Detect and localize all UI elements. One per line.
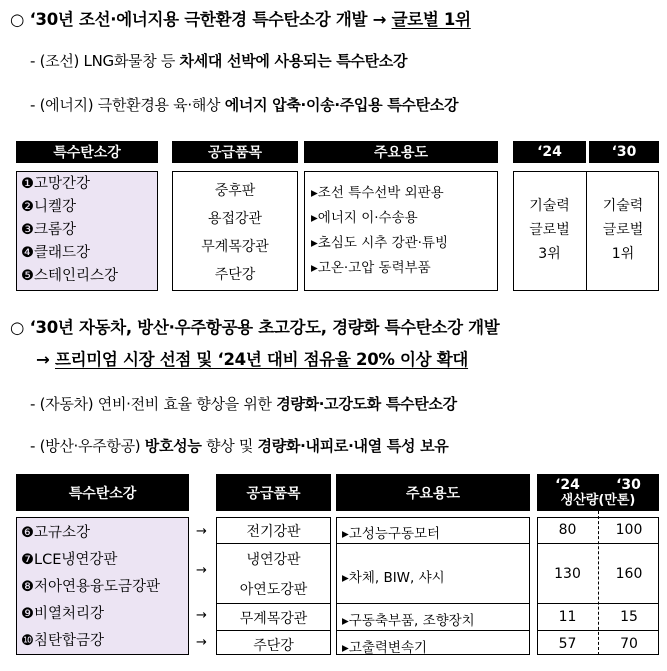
product-cell: 주단강	[253, 638, 294, 654]
t1-rank-2024: 기술력 글로벌 3위	[529, 198, 570, 262]
use-cell: ▸고출력변속기	[342, 640, 428, 656]
section1-heading-highlight: 글로벌 1위	[391, 10, 471, 29]
row-arrow: →	[196, 524, 207, 539]
steel-item: ❽저아연용융도금강판	[21, 579, 161, 595]
product-item: 무계목강관	[201, 239, 269, 255]
section2-heading-highlight: 프리미엄 시장 선점 및 ‘24년 대비 점유율 20% 이상 확대	[54, 350, 469, 369]
section1-heading-prefix: ‘30년 조선·에너지용 극한환경 특수탄소강 개발 →	[29, 10, 392, 29]
value-2030: 15	[620, 609, 638, 625]
use-item: ▸조선 특수선박 외판용	[311, 185, 444, 201]
value-2024: 57	[558, 636, 577, 652]
product-cell: 무계목강관	[239, 611, 308, 627]
row-divider	[537, 603, 659, 604]
t1-header-steel: 특수탄소강	[16, 141, 158, 163]
product-cell: 냉연강판	[246, 552, 301, 568]
product-cell: 전기강판	[246, 524, 301, 540]
steel-item: ❷니켈강	[21, 199, 77, 215]
section2-item-defense: - (방산·우주항공) 방호성능 향상 및 경량화·내피로·내열 특성 보유	[30, 437, 449, 455]
use-cell: ▸구동축부품, 조향장치	[342, 613, 475, 629]
section1-bullet: ○	[10, 10, 25, 29]
row-divider	[336, 630, 530, 631]
steel-item: ❹클래드강	[21, 245, 91, 261]
steel-item: ❼LCE냉연강판	[21, 552, 118, 568]
row-divider	[216, 630, 331, 631]
steel-item: ❺스테인리스강	[21, 268, 119, 284]
steel-item: ❶고망간강	[21, 176, 91, 192]
value-2024: 11	[558, 609, 577, 625]
t2-header-production	[537, 474, 659, 511]
t1-header-2024: ‘24	[513, 141, 586, 163]
row-divider	[537, 543, 659, 544]
steel-item: ❿침탄합금강	[21, 633, 105, 649]
t1-header-2030: ‘30	[589, 141, 659, 163]
t2-header-product: 공급품목	[216, 474, 331, 511]
steel-item: ❾비열처리강	[21, 606, 105, 622]
section2-bullet: ○	[10, 318, 25, 337]
t2-steel-list	[16, 517, 189, 655]
t1-rank-2030: 기술력 글로벌 1위	[602, 198, 644, 262]
use-item: ▸초심도 시추 강관·튜빙	[311, 235, 449, 251]
value-2024: 130	[554, 566, 581, 582]
row-divider	[537, 630, 659, 631]
value-2030: 160	[615, 566, 643, 582]
section1-heading	[10, 6, 471, 30]
t2-header-steel: 특수탄소강	[16, 474, 189, 511]
section2-item-auto: - (자동차) 연비·전비 효율 향상을 위한 경량화·고강도화 특수탄소강	[30, 395, 457, 413]
use-item: ▸에너지 이·수송용	[311, 210, 418, 226]
row-divider	[216, 603, 331, 604]
row-arrow: →	[196, 608, 207, 623]
use-item: ▸고온·고압 동력부품	[311, 260, 431, 276]
row-arrow: →	[196, 635, 207, 650]
t1-header-product: 공급품목	[172, 141, 298, 163]
product-item: 주단강	[214, 267, 256, 283]
section2-heading-line2: → 프리미엄 시장 선점 및 ‘24년 대비 점유율 20% 이상 확대	[36, 350, 469, 369]
t2-header-2024: ‘24	[555, 476, 580, 493]
section1-item-shipbuilding: - (조선) LNG화물창 등 차세대 선박에 사용되는 특수탄소강	[30, 52, 408, 70]
use-cell: ▸고성능구동모터	[342, 526, 441, 542]
row-arrow: →	[196, 563, 207, 578]
t1-steel-list	[16, 171, 158, 291]
steel-item: ❻고규소강	[21, 525, 91, 541]
t2-header-2030: ‘30	[616, 476, 641, 493]
t1-product-list	[172, 171, 298, 291]
section1-item-energy: - (에너지) 극한환경용 육·해상 에너지 압축·이송·주입용 특수탄소강	[30, 96, 459, 114]
t1-header-use: 주요용도	[304, 141, 498, 163]
product-item: 용접강관	[207, 211, 263, 227]
t1-use-list	[304, 171, 498, 291]
steel-item: ❸크롬강	[21, 222, 77, 238]
value-2030: 70	[620, 636, 638, 652]
use-cell: ▸차체, BIW, 샤시	[342, 570, 445, 586]
row-divider	[336, 603, 530, 604]
row-divider	[336, 543, 530, 544]
t2-header-use: 주요용도	[336, 474, 530, 511]
product-item: 중후판	[214, 183, 256, 199]
section2-heading-line1: ○ ‘30년 자동차, 방산·우주항공용 초고강도, 경량화 특수탄소강 개발	[10, 318, 500, 337]
t2-header-unit: 생산량(만톤)	[560, 492, 636, 508]
product-cell: 아연도강판	[239, 582, 308, 598]
value-2024: 80	[558, 522, 577, 538]
value-2030: 100	[615, 522, 643, 538]
row-divider	[216, 543, 331, 544]
